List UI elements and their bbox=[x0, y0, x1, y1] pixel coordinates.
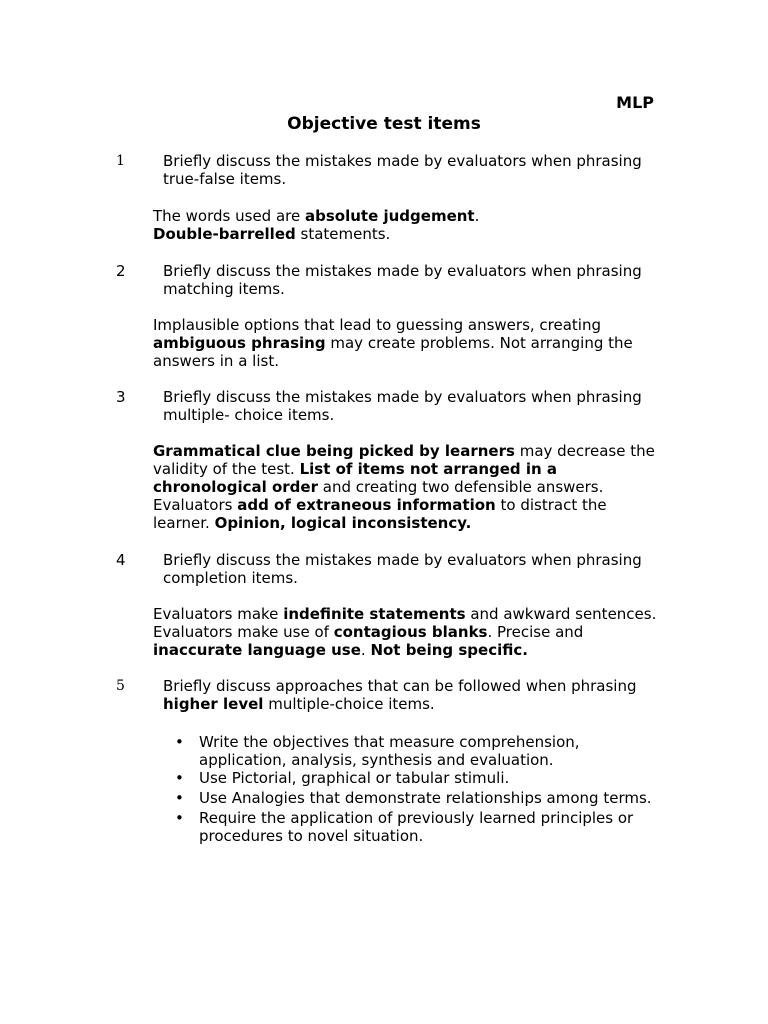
answer-emphasis: absolute judgement bbox=[305, 207, 475, 225]
answer-line bbox=[153, 225, 658, 243]
answer-line bbox=[153, 207, 658, 225]
answer-text: and awkward sentences. Evaluators make use of bbox=[153, 605, 657, 641]
list-item-text: Use Pictorial, graphical or tabular stimuli. bbox=[199, 769, 510, 787]
answer-text: . bbox=[360, 641, 371, 659]
question-number: 4 bbox=[116, 551, 126, 569]
bullet-icon: • bbox=[175, 733, 184, 751]
question-number: 1 bbox=[116, 153, 125, 169]
answer-text: may create problems. Not arranging the answers in a list. bbox=[153, 334, 633, 370]
question-number: 3 bbox=[116, 388, 126, 406]
answer-3 bbox=[153, 442, 658, 532]
question-prompt: Briefly discuss the mistakes made by evaluators when phrasing matching items. bbox=[163, 262, 642, 298]
question-prompt bbox=[163, 677, 663, 713]
answer-text: and creating two defensible answers. Evaluators bbox=[153, 478, 604, 514]
list-item-text: Write the objectives that measure comprehension, application, analysis, synthesis and evaluation. bbox=[199, 733, 580, 769]
bullet-icon: • bbox=[175, 769, 184, 787]
answer-emphasis: add of extraneous information bbox=[237, 496, 496, 514]
answer-emphasis: List of items not arranged in a chronological order bbox=[153, 460, 558, 496]
prompt-text: multiple-choice items. bbox=[263, 695, 435, 713]
question-prompt: Briefly discuss the mistakes made by evaluators when phrasing multiple- choice items. bbox=[163, 388, 642, 424]
approaches-list bbox=[175, 733, 669, 845]
author-mark: MLP bbox=[616, 93, 654, 112]
answer-text: The words used are bbox=[153, 207, 305, 225]
page-title-text: Objective test items bbox=[287, 114, 481, 134]
answer-emphasis: contagious blanks bbox=[333, 623, 488, 641]
answer-1 bbox=[153, 207, 658, 243]
answer-text: . bbox=[474, 207, 480, 225]
answer-text: may decrease the validity of the test. bbox=[153, 442, 655, 478]
answer-4 bbox=[153, 605, 658, 659]
bullet-icon: • bbox=[175, 809, 184, 827]
answer-emphasis: Grammatical clue being picked by learners bbox=[153, 442, 515, 460]
question-prompt: Briefly discuss the mistakes made by evaluators when phrasing true-false items. bbox=[163, 152, 642, 188]
prompt-text: Briefly discuss approaches that can be followed when phrasing bbox=[163, 677, 637, 695]
answer-emphasis: Opinion, logical inconsistency. bbox=[214, 514, 472, 532]
list-item-text: Require the application of previously learned principles or procedures to novel situation. bbox=[199, 809, 634, 845]
page-title bbox=[0, 115, 768, 133]
list-item bbox=[175, 733, 669, 769]
answer-text: Evaluators make bbox=[153, 605, 284, 623]
list-item-text: Use Analogies that demonstrate relationships among terms. bbox=[199, 789, 652, 807]
answer-text: statements. bbox=[295, 225, 391, 243]
answer-text: to distract the learner. bbox=[153, 496, 607, 532]
question-number: 5 bbox=[116, 678, 125, 694]
list-item bbox=[175, 769, 669, 787]
answer-emphasis: Double-barrelled bbox=[153, 225, 296, 243]
answer-emphasis: ambiguous phrasing bbox=[153, 334, 326, 352]
answer-2 bbox=[153, 316, 658, 370]
answer-emphasis: indefinite statements bbox=[283, 605, 466, 623]
answer-emphasis: Not being specific. bbox=[370, 641, 528, 659]
question-prompt: Briefly discuss the mistakes made by evaluators when phrasing completion items. bbox=[163, 551, 642, 587]
answer-text: Implausible options that lead to guessing answers, creating bbox=[153, 316, 602, 334]
list-item bbox=[175, 809, 669, 845]
prompt-emphasis: higher level bbox=[163, 695, 264, 713]
list-item bbox=[175, 789, 669, 807]
answer-emphasis: inaccurate language use bbox=[153, 641, 361, 659]
bullet-icon: • bbox=[175, 789, 184, 807]
question-number: 2 bbox=[116, 262, 126, 280]
answer-text: . Precise and bbox=[487, 623, 584, 641]
